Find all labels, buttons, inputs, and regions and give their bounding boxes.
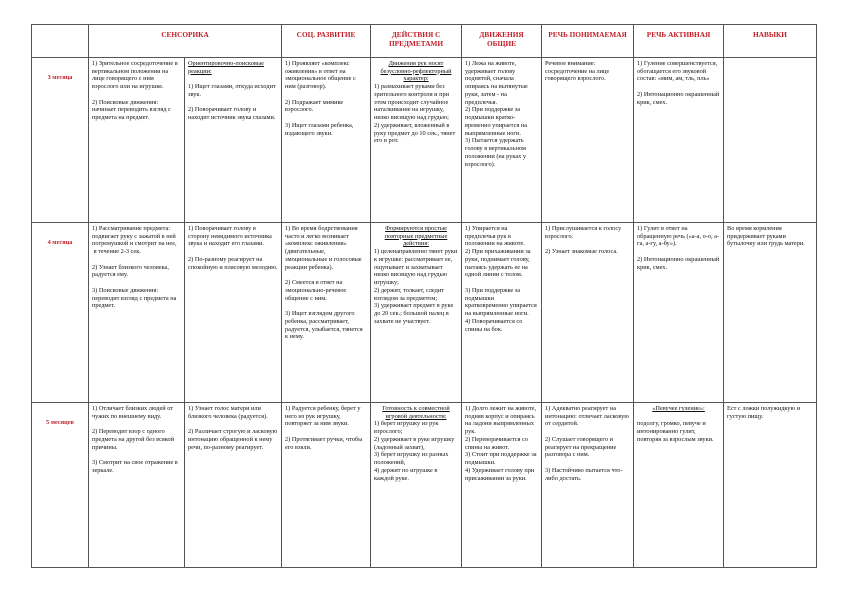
sensor-auditory-text: 1) Узнает голос матери или близкого человека (радуется). 2) Различает строгую и ласковую интонацию обращенной к нему речи, по-разному реагирует.: [188, 405, 278, 451]
speech-active-cell: [634, 223, 724, 403]
header-speech-active: РЕЧЬ АКТИВНАЯ: [634, 25, 724, 58]
header-row: [32, 25, 817, 58]
table-row: [32, 58, 817, 223]
speech-active-text: 1) Гуление совершенствуется, обогащается его звуковой состав: «мим, ам, тль, пль» 2) Интонационно окрашенный крик, смех.: [637, 60, 720, 106]
sensor-auditory-cell: [185, 223, 282, 403]
actions-title: Формируются простые повторные предметные действия:: [384, 225, 448, 248]
sensor-visual-text: 1) Отличает близких людей от чужих по внешнему виду. 2) Переводит взор с одного предмета на другой без всякой причины. 3) Смотрит на свое отражение в зеркале.: [92, 405, 178, 474]
speech-passive-cell: [542, 223, 634, 403]
header-social: СОЦ. РАЗВИТИЕ: [282, 25, 371, 58]
speech-active-text: подолгу, громко, певуче и интонированно гулит, повторяя за взрослым звуки.: [637, 420, 714, 443]
speech-passive-text: 1) Адекватно реагирует на интонацию: отличает ласковую от сердитой. 2) Слушает говорящего и реагирует на прекращение разговора с ним. 3) Настойчиво пытается что-либо достать.: [545, 405, 629, 482]
social-cell: [282, 58, 371, 223]
social-cell: [282, 403, 371, 568]
skills-cell: [724, 58, 817, 223]
header-actions: ДЕЙСТВИЯ С ПРЕДМЕТАМИ: [371, 25, 462, 58]
header-speech-passive: РЕЧЬ ПОНИМАЕМАЯ: [542, 25, 634, 58]
moves-cell: [462, 223, 542, 403]
header-skills: НАВЫКИ: [724, 25, 817, 58]
speech-passive-cell: [542, 58, 634, 223]
moves-cell: [462, 58, 542, 223]
moves-text: 1) Упирается на предплечья рук в положении на животе. 2) При прихаживании за руки, поднимает голову, пытаясь удержать ее на одной линии с телом. 3) При поддержке за подмышки кратковременно упирается на выпрямленные ноги. 4) Поворачивается со спины на бок.: [465, 225, 537, 333]
actions-cell: [371, 58, 462, 223]
social-cell: [282, 223, 371, 403]
sensor-auditory-text: 1) Ищет глазами, откуда исходит звук. 2) Поворачивает голову и находит источник звука глазами.: [188, 83, 276, 122]
table-row: [32, 403, 817, 568]
skills-cell: [724, 223, 817, 403]
age-label: 3 месяца: [47, 74, 73, 81]
skills-cell: [724, 403, 817, 568]
age-cell: [32, 403, 89, 568]
sensor-visual-cell: [89, 58, 185, 223]
actions-cell: [371, 403, 462, 568]
moves-cell: [462, 403, 542, 568]
sensor-auditory-cell: [185, 403, 282, 568]
age-label: 4 месяца: [47, 239, 73, 246]
social-text: 1) Радуется ребенку, берет у него из рук игрушку, повторяет за ним звуки. 2) Протягивает ручки, чтобы его взяли.: [285, 405, 363, 451]
actions-cell: [371, 223, 462, 403]
sensor-visual-cell: [89, 403, 185, 568]
sensor-auditory-title: Ориентировочно-поисковые реакции:: [188, 60, 264, 75]
skills-text: Во время кормления придерживает руками бутылочку или грудь матери.: [727, 225, 805, 248]
speech-passive-text: Речевое внимание: сосредоточение на лице говорящего взрослого.: [545, 60, 611, 83]
sensor-visual-cell: [89, 223, 185, 403]
actions-text: 1) целенаправленно тянет руки к игрушке: рассматривает ее, ощупывает и захватывает низко висящую над грудью игрушку; 2) держит, толкает, следит взглядом за предметом; 3) удерживает предмет в руке до 20 сек.; большой палец в захвате не участвует.: [374, 248, 458, 325]
header-sensorika: СЕНСОРИКА: [89, 25, 282, 58]
sensor-auditory-cell: [185, 58, 282, 223]
speech-passive-cell: [542, 403, 634, 568]
social-text: 1) Проявляет «комплекс оживления» в ответ на эмоциональное общение с ним (разговор). 2) Подражает мимике взрослого. 3) Ищет глазами ребенка, издающего звуки.: [285, 60, 356, 137]
speech-active-cell: [634, 403, 724, 568]
age-cell: [32, 58, 89, 223]
moves-text: 1) Лежа на животе, удерживает голову поднятой, сначала опираясь на вытянутые руки, затем - на предплечья. 2) При поддержке за подмышки кратко-временно упирается на выпрямленные ноги. 3) Пытается удержать голову в вертикальном положении (на руках у взрослого).: [465, 60, 528, 168]
sensor-auditory-text: 1) Поворачивает голову в сторону невидимого источника звука и находит его глазами. 2) По-разному реагирует на спокойную и плясовую мелодию.: [188, 225, 278, 271]
speech-active-text: 1) Гулит в ответ на обращенную речь («а-а, о-о, а-га, а-гу, а-бу»). 2) Интонационно окрашенный крик, смех.: [637, 225, 720, 271]
actions-text: 1) берет игрушку из рук взрослого; 2) удерживает в руке игрушку (ладонный захват), 3) берет игрушку из разных положений, 4) держит по игрушке в каждой руке.: [374, 420, 455, 482]
table-row: [32, 223, 817, 403]
sensor-visual-text: 1) Рассматривание предмета: подвигает руку с зажатой в ней погремушкой и смотрит на нее, в течение 2-3 сек. 2) Узнает близкого человека, радуется ему. 3) Поисковые движения: переводит взгляд с предмета на предмет.: [92, 225, 177, 310]
age-cell: [32, 223, 89, 403]
actions-text: 1) размахивает руками без зрительного контроля и при этом происходит случайное наталкивание на игрушку, низко висящую над грудью; 2) удерживает, вложенный в руку предмет до 10 сек., тянет его в рот.: [374, 83, 456, 145]
speech-active-cell: [634, 58, 724, 223]
skills-text: Ест с ложки полужидкую и густую пищу.: [727, 405, 802, 420]
header-moves: ДВИЖЕНИЯ ОБЩИЕ: [462, 25, 542, 58]
actions-title: Движения рук носят безусловно-рефлекторный характер:: [380, 60, 452, 83]
header-corner: [32, 25, 89, 58]
moves-text: 1) Долго лежит на животе, подняв корпус и опираясь на ладони выпрямленных рук. 2) Переворачивается со спины на живот. 3) Стоит при поддержке за подмышки. 4) Удерживает голову при присаживании за руки.: [465, 405, 537, 482]
speech-active-title: «Певучее гуление»:: [652, 405, 705, 412]
development-table: [31, 24, 817, 568]
age-label: 5 месяцев: [46, 419, 74, 426]
social-text: 1) Во время бодрствования часто и легко возникает «комплекс оживления» (двигательные, эмоциональные и голосовые реакции ребенка). 2) Смеется в ответ на эмоционально-речевое общение с ним. 3) Ищет взглядом другого ребенка, рассматривает, радуется, улыбается, тянется к нему.: [285, 225, 363, 341]
sensor-visual-text: 1) Зрительное сосредоточение в вертикальном положении на лице говорящего с ним взрослого или на игрушке. 2) Поисковые движения: начинает переводить взгляд с предмета на предмет.: [92, 60, 178, 122]
actions-title: Готовность к совместной игровой деятельности:: [382, 405, 450, 420]
speech-passive-text: 1) Прислушивается к голосу взрослого. 2) Узнает знакомые голоса.: [545, 225, 622, 256]
